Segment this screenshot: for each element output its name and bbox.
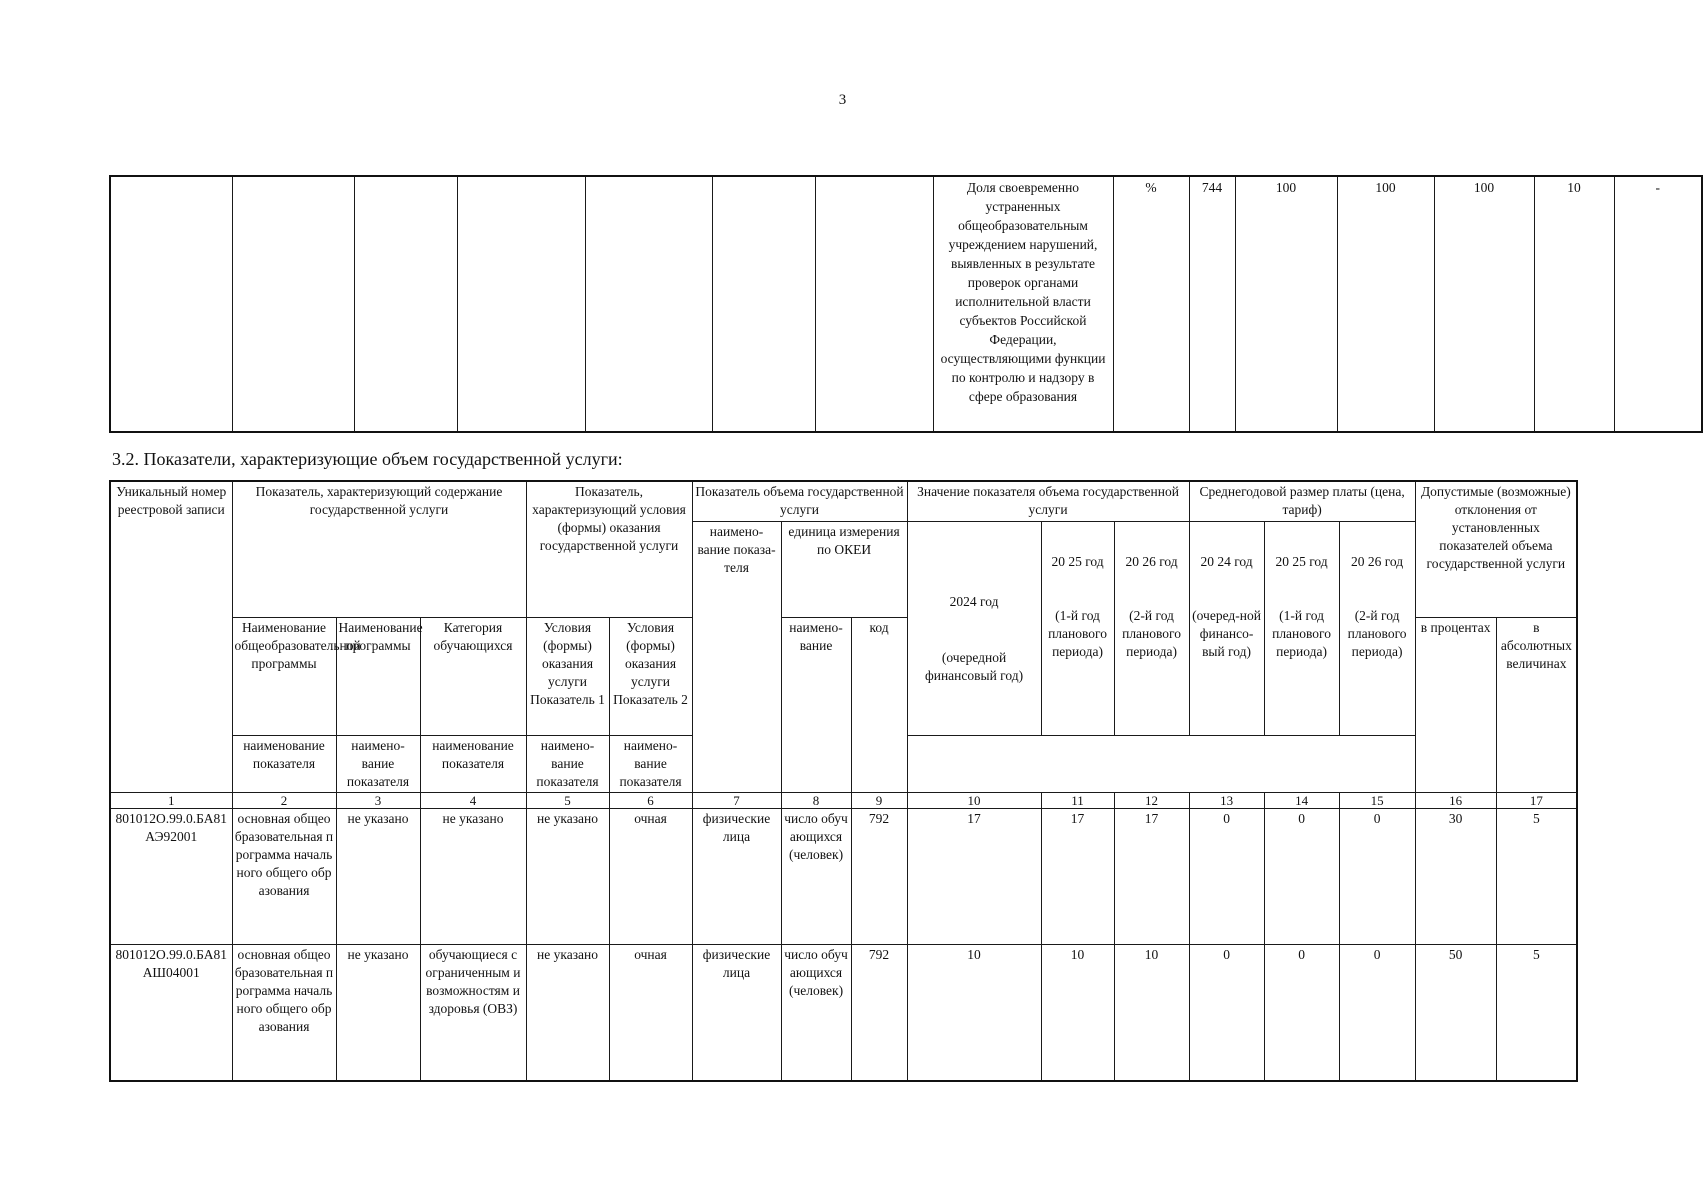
header-year-2025 bbox=[1041, 521, 1114, 735]
header-year-2024 bbox=[907, 521, 1041, 735]
year-2025-note: (1-й год планового периода) bbox=[1048, 607, 1107, 659]
value-2025-cell: 10 bbox=[1041, 944, 1114, 1081]
unit-cell: % bbox=[1113, 176, 1189, 432]
fee-2024-cell: 0 bbox=[1189, 944, 1264, 1081]
fee-2024-note: (очеред-ной финансо-вый год) bbox=[1192, 607, 1261, 659]
indicator-cell: физические лица bbox=[692, 808, 781, 944]
condition-1-cell: не указано bbox=[526, 944, 609, 1081]
header-volume-value: Значение показателя объема государственной услуги bbox=[907, 481, 1189, 521]
indicator-name-cell: Доля своевременно устраненных общеобразовательным учреждением нарушений, выявленных в результате проверок органами исполнительной власти субъектов Российской Федерации, осуществляющими функции по контролю и надзору в сфере образования bbox=[933, 176, 1113, 432]
value-2026-cell: 17 bbox=[1114, 808, 1189, 944]
unit-code-cell: 792 bbox=[851, 944, 907, 1081]
year-2024-note: (очередной финансовый год) bbox=[924, 650, 1024, 683]
unit-name-cell: число обучающихся (человек) bbox=[781, 808, 851, 944]
deviation-percent-cell: 50 bbox=[1415, 944, 1496, 1081]
value-2024-cell: 10 bbox=[907, 944, 1041, 1081]
year-2025-label: 20 25 год bbox=[1051, 553, 1104, 569]
header-avg-fee: Среднегодовой размер платы (цена, тариф) bbox=[1189, 481, 1415, 521]
header-unit-okei: единица измерения по ОКЕИ bbox=[781, 521, 907, 617]
header-program-name: Наименование общеобразовательной программы bbox=[232, 617, 336, 735]
empty-cell bbox=[110, 176, 232, 432]
column-number: 9 bbox=[851, 792, 907, 808]
table-row bbox=[110, 808, 1577, 944]
header-condition-1: Условия (формы) оказания услуги Показатель 1 bbox=[526, 617, 609, 735]
empty-cell bbox=[712, 176, 815, 432]
year-2024-label: 2024 год bbox=[949, 594, 999, 609]
column-number: 8 bbox=[781, 792, 851, 808]
subheader-name-3: наименование показателя bbox=[420, 735, 526, 792]
quality-indicators-table-continuation bbox=[109, 175, 1703, 433]
program-cell: основная общеобразовательная программа начального общего образования bbox=[232, 808, 336, 944]
subheader-name-1: наименование показателя bbox=[232, 735, 336, 792]
header-volume-indicator: Показатель объема государственной услуги bbox=[692, 481, 907, 521]
value-2024-cell: 17 bbox=[907, 808, 1041, 944]
header-unit-name: наимено-вание bbox=[781, 617, 851, 792]
fee-2025-note: (1-й год планового периода) bbox=[1272, 607, 1332, 659]
empty-cell bbox=[907, 735, 1415, 792]
fee-2026-cell: 0 bbox=[1339, 944, 1415, 1081]
header-allowed-deviation: Допустимые (возможные) отклонения от установленных показателей объема государственной услуги bbox=[1415, 481, 1577, 617]
header-fee-2025 bbox=[1264, 521, 1339, 735]
deviation-percent-cell: 10 bbox=[1534, 176, 1614, 432]
header-fee-2026 bbox=[1339, 521, 1415, 735]
empty-cell bbox=[585, 176, 712, 432]
value-2025-cell: 100 bbox=[1337, 176, 1434, 432]
header-condition-2: Условия (формы) оказания услуги Показатель 2 bbox=[609, 617, 692, 735]
column-number: 11 bbox=[1041, 792, 1114, 808]
registry-cell: 801012О.99.0.БА81АШ04001 bbox=[110, 944, 232, 1081]
value-2024-cell: 100 bbox=[1235, 176, 1337, 432]
subheader-name-2: наимено-вание показателя bbox=[336, 735, 420, 792]
header-unit-code: код bbox=[851, 617, 907, 792]
header-student-category: Категория обучающихся bbox=[420, 617, 526, 735]
column-number: 5 bbox=[526, 792, 609, 808]
header-fee-2024 bbox=[1189, 521, 1264, 735]
category-cell: обучающиеся с ограниченным и возможностям и здоровья (ОВЗ) bbox=[420, 944, 526, 1081]
deviation-absolute-cell: - bbox=[1614, 176, 1702, 432]
column-number: 15 bbox=[1339, 792, 1415, 808]
column-number: 2 bbox=[232, 792, 336, 808]
year-2026-label: 20 26 год bbox=[1125, 553, 1178, 569]
registry-cell: 801012О.99.0.БА81АЭ92001 bbox=[110, 808, 232, 944]
column-number: 4 bbox=[420, 792, 526, 808]
empty-cell bbox=[815, 176, 933, 432]
header-program-title: Наименование программы bbox=[336, 617, 420, 735]
program-title-cell: не указано bbox=[336, 944, 420, 1081]
column-number: 13 bbox=[1189, 792, 1264, 808]
fee-2025-cell: 0 bbox=[1264, 944, 1339, 1081]
code-cell: 744 bbox=[1189, 176, 1235, 432]
column-number: 17 bbox=[1496, 792, 1577, 808]
condition-1-cell: не указано bbox=[526, 808, 609, 944]
fee-2025-cell: 0 bbox=[1264, 808, 1339, 944]
empty-cell bbox=[457, 176, 585, 432]
subheader-name-5: наимено-вание показателя bbox=[609, 735, 692, 792]
table-row bbox=[110, 944, 1577, 1081]
volume-indicators-table bbox=[109, 480, 1578, 1082]
header-dev-percent: в процентах bbox=[1415, 617, 1496, 792]
column-numbers-row bbox=[110, 792, 1577, 808]
fee-2026-label: 20 26 год bbox=[1350, 553, 1404, 569]
value-2025-cell: 17 bbox=[1041, 808, 1114, 944]
column-number: 7 bbox=[692, 792, 781, 808]
fee-2024-label: 20 24 год bbox=[1200, 553, 1253, 569]
deviation-percent-cell: 30 bbox=[1415, 808, 1496, 944]
column-number: 16 bbox=[1415, 792, 1496, 808]
column-number: 6 bbox=[609, 792, 692, 808]
fee-2026-note: (2-й год планового периода) bbox=[1347, 607, 1407, 659]
column-number: 12 bbox=[1114, 792, 1189, 808]
indicator-cell: физические лица bbox=[692, 944, 781, 1081]
condition-2-cell: очная bbox=[609, 808, 692, 944]
fee-2025-label: 20 25 год bbox=[1275, 553, 1328, 569]
column-number: 1 bbox=[110, 792, 232, 808]
deviation-absolute-cell: 5 bbox=[1496, 808, 1577, 944]
category-cell: не указано bbox=[420, 808, 526, 944]
header-content-indicator: Показатель, характеризующий содержание государственной услуги bbox=[232, 481, 526, 617]
column-number: 14 bbox=[1264, 792, 1339, 808]
value-2026-cell: 10 bbox=[1114, 944, 1189, 1081]
header-dev-absolute: в абсолютных величинах bbox=[1496, 617, 1577, 792]
deviation-absolute-cell: 5 bbox=[1496, 944, 1577, 1081]
header-indicator-name: наимено-вание показа-теля bbox=[692, 521, 781, 792]
column-number: 10 bbox=[907, 792, 1041, 808]
subheader-name-4: наимено-вание показателя bbox=[526, 735, 609, 792]
condition-2-cell: очная bbox=[609, 944, 692, 1081]
year-2026-note: (2-й год планового периода) bbox=[1122, 607, 1182, 659]
fee-2024-cell: 0 bbox=[1189, 808, 1264, 944]
program-cell: основная общеобразовательная программа начального общего образования bbox=[232, 944, 336, 1081]
unit-name-cell: число обучающихся (человек) bbox=[781, 944, 851, 1081]
value-2026-cell: 100 bbox=[1434, 176, 1534, 432]
empty-cell bbox=[232, 176, 354, 432]
section-title: 3.2. Показатели, характеризующие объем государственной услуги: bbox=[112, 449, 623, 469]
header-conditions-indicator: Показатель, характеризующий условия (формы) оказания государственной услуги bbox=[526, 481, 692, 617]
fee-2026-cell: 0 bbox=[1339, 808, 1415, 944]
empty-cell bbox=[354, 176, 457, 432]
page-number: 3 bbox=[838, 92, 847, 108]
header-registry-number: Уникальный номер реестровой записи bbox=[110, 481, 232, 792]
column-number: 3 bbox=[336, 792, 420, 808]
header-year-2026 bbox=[1114, 521, 1189, 735]
program-title-cell: не указано bbox=[336, 808, 420, 944]
unit-code-cell: 792 bbox=[851, 808, 907, 944]
